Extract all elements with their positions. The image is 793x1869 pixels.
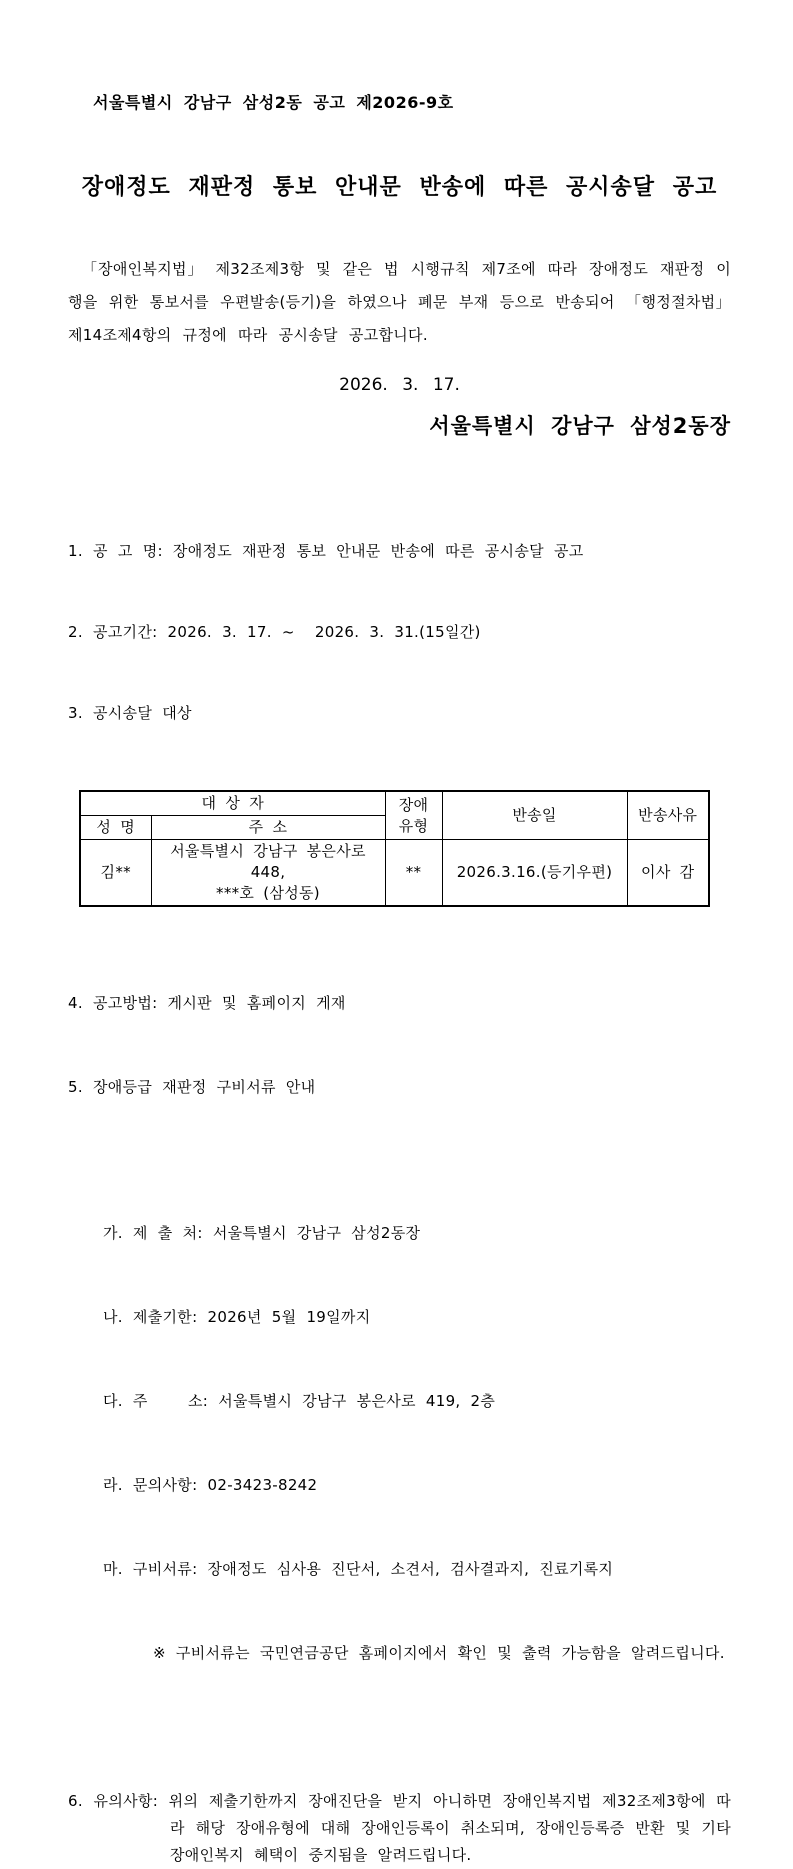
item-documents-guide: 5. 장애등급 재판정 구비서류 안내 [68, 1078, 316, 1096]
item-notice-method: 4. 공고방법: 게시판 및 홈페이지 게재 [68, 994, 346, 1012]
signer-title: 서울특별시 강남구 삼성2동장 [429, 414, 731, 438]
item-caution-text: 위의 제출기한까지 장애진단을 받지 아니하면 장애인복지법 제32조제3항에 따라 해당 장애유형에 대해 장애인등록이 취소되며, 장애인등록증 반환 및 기타 장애인복지 혜택이 중지됨을 알려드립니다. [168, 1792, 732, 1864]
table-header-row-1 [80, 791, 709, 816]
cell-address-line2: ***호 (삼성동) [216, 884, 320, 902]
notice-date: 2026. 3. 17. [339, 375, 460, 395]
required-docs-note: ※ 구비서류는 국민연금공단 홈페이지에서 확인 및 출력 가능함을 알려드립니다. [153, 1644, 725, 1662]
header-name: 성 명 [80, 816, 151, 840]
notice-body-paragraph: 「장애인복지법」 제32조제3항 및 같은 법 시행규칙 제7조에 따라 장애정도 재판정 이행을 위한 통보서를 우편발송(등기)을 하였으나 폐문 부재 등으로 반송되어 「행정절차법」 제14조제4항의 규정에 따라 공시송달 공고합니다. [68, 260, 731, 344]
sub-item-contact: 라. 문의사항: 02-3423-8242 [103, 1476, 318, 1494]
header-target-group: 대 상 자 [80, 791, 385, 816]
sub-item-address: 다. 주 소: 서울특별시 강남구 봉은사로 419, 2층 [103, 1392, 496, 1410]
table-row [80, 840, 709, 907]
item-service-target: 3. 공시송달 대상 [68, 704, 192, 722]
header-address: 주 소 [151, 816, 385, 840]
cell-address [151, 840, 385, 907]
cell-disability-type: ** [385, 840, 442, 907]
cell-address-line1: 서울특별시 강남구 봉은사로 448, [170, 842, 366, 881]
cell-return-reason: 이사 감 [627, 840, 709, 907]
notice-items-4-5 [68, 933, 731, 1779]
doc-number: 서울특별시 강남구 삼성2동 공고 제2026-9호 [93, 93, 454, 112]
item-caution [68, 1788, 731, 1869]
sub-item-submit-to: 가. 제 출 처: 서울특별시 강남구 삼성2동장 [103, 1224, 421, 1242]
sub-item-required-docs: 마. 구비서류: 장애정도 심사용 진단서, 소견서, 검사결과지, 진료기록지 [103, 1560, 614, 1578]
header-return-reason: 반송사유 [627, 791, 709, 840]
sub-item-deadline: 나. 제출기한: 2026년 5월 19일까지 [103, 1308, 371, 1326]
item-notice-period: 2. 공고기간: 2026. 3. 17. ~ 2026. 3. 31.(15일간) [68, 623, 481, 641]
item-notice-name: 1. 공 고 명: 장애정도 재판정 통보 안내문 반송에 따른 공시송달 공고 [68, 542, 584, 560]
notice-items-1-3 [68, 484, 731, 781]
page-title: 장애정도 재판정 통보 안내문 반송에 따른 공시송달 공고 [81, 175, 718, 200]
cell-return-date: 2026.3.16.(등기우편) [442, 840, 627, 907]
header-disability-type-line2: 유형 [398, 816, 429, 835]
service-target-table [79, 790, 710, 907]
cell-name: 김** [80, 840, 151, 907]
documents-guide-sublist [103, 1163, 731, 1723]
header-disability-type-line1: 장애 [398, 795, 429, 814]
item-caution-label: 6. 유의사항: [68, 1792, 169, 1810]
header-return-date: 반송일 [442, 791, 627, 840]
header-disability-type [385, 791, 442, 840]
